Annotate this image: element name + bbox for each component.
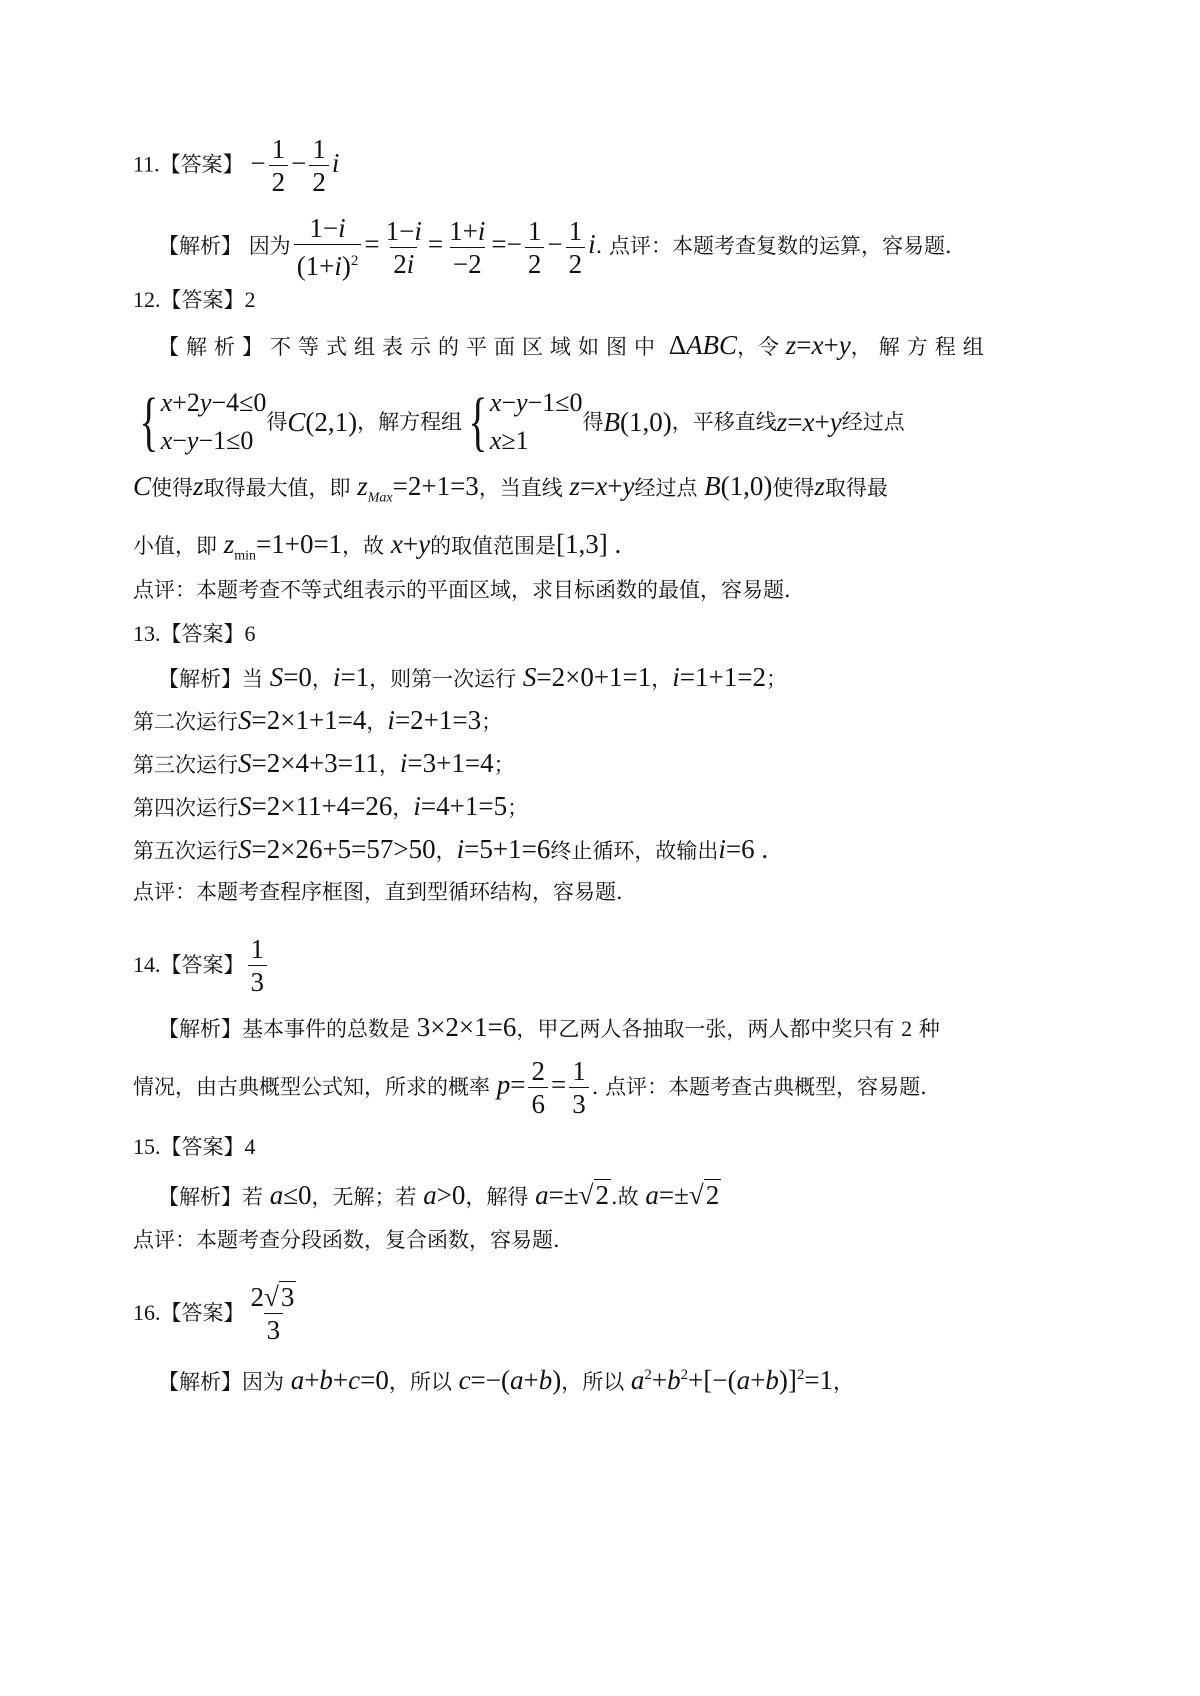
text: 取得最大值，即: [203, 476, 351, 500]
item-11-analysis-line: [158, 212, 1200, 282]
item-11-answer-line: [133, 133, 1200, 198]
text: ，令: [737, 335, 780, 359]
text: 经过点: [841, 410, 905, 434]
answer-expression: − $\frac{1}{2}$ − $\frac{1}{2}$ i: [250, 134, 340, 197]
math-expression: a=±√2: [645, 1180, 720, 1210]
analysis-label: 【解析】: [158, 335, 270, 359]
answer-value: 6: [244, 621, 256, 646]
text: 因为: [248, 234, 291, 259]
item-12-analysis-line-3: C使得z取得最大值，即 $z_{Max}=2+1=3$，当直线 z=x+y经过点 B(1,0)使得z取得最: [133, 471, 888, 506]
item-15-answer-line: [133, 1132, 1200, 1162]
text: 不等式组表示的平面区域如图中: [270, 335, 662, 359]
math-expression: S=2×0+1=1: [522, 662, 652, 692]
item-number: 16.: [133, 1300, 161, 1325]
math-expression: $a^2+b^2+[-(a+b)]^2=1$: [630, 1365, 834, 1395]
math-expression: 3×2×1=6: [416, 1012, 517, 1042]
math-sum: x+y: [390, 529, 431, 559]
text: 情况，由古典概型公式知，所求的概率: [133, 1075, 490, 1099]
math-expression: a=±√2: [535, 1180, 609, 1210]
answer-value: 4: [244, 1134, 256, 1159]
text: 经过点: [634, 476, 698, 500]
math-line: z=x+y: [776, 407, 842, 437]
item-16-analysis-line: 【解析】因为 a+b+c=0，所以 c=−(a+b)，所以 $a^2+b^2+[-(a+b)]^2=1$，: [158, 1365, 855, 1395]
math-expression: i=3+1=4: [399, 748, 494, 778]
text: ，当直线: [478, 476, 563, 500]
answer-fraction: $\frac{1}{3}$: [248, 933, 268, 998]
text: 第四次运行: [133, 796, 238, 820]
z-max-expression: $z_{Max}=2+1=3$: [357, 471, 479, 506]
equation-system-1: { x+2y−4≤0 x−y−1≤0: [139, 385, 267, 458]
text: 使得: [151, 476, 194, 500]
text: 种: [918, 1017, 940, 1041]
math-triangle: ΔABC: [668, 330, 738, 360]
item-number: 11.: [133, 151, 160, 177]
text: 终止循环，故输出: [550, 839, 719, 863]
answer-label: 【答案】: [160, 953, 245, 977]
text: ，所以: [388, 1370, 452, 1394]
math-expression: i=4+1=5: [413, 791, 508, 821]
text: 当: [242, 667, 263, 691]
item-12-analysis-line-4: [133, 529, 1200, 571]
math-expression: a≤0: [269, 1180, 312, 1210]
text: 第三次运行: [133, 753, 238, 777]
math-objective: z=x+y: [785, 330, 851, 360]
math-expression: S=2×26+5=57>50: [238, 834, 436, 864]
math-expression: S=2×4+3=11: [238, 748, 379, 778]
analysis-label: 【解析】: [158, 234, 242, 259]
text: ，解方程组: [850, 335, 991, 359]
text: 使得: [772, 476, 815, 500]
answer-label: 【答案】: [160, 1135, 245, 1159]
answer-label: 【答案】: [160, 622, 245, 646]
item-13-remark: 点评：本题考查程序框图，直到型循环结构，容易题.: [133, 880, 623, 904]
item-12-analysis-line-2: [133, 382, 1200, 462]
math-expression: i=5+1=6: [456, 834, 551, 864]
text: 基本事件的总数是: [242, 1017, 410, 1041]
text: ，解得: [465, 1185, 529, 1209]
text: 得: [266, 410, 288, 434]
point-b: B(1,0): [704, 471, 773, 501]
math-expression: S=2×11+4=26: [238, 791, 393, 821]
math-line: z=x+y: [569, 471, 635, 501]
math-expression: i=1: [332, 662, 370, 692]
text: ，则第一次运行: [369, 667, 517, 691]
item-13-answer-line: [133, 619, 1200, 649]
item-16-answer-line: [133, 1278, 1200, 1348]
text: ，所以: [561, 1370, 625, 1394]
text: 的取值范围是: [430, 534, 557, 558]
answer-label: 【答案】: [159, 152, 244, 177]
math-expression: S=0: [269, 662, 312, 692]
item-13-run-2: 第二次运行S=2×1+1=4，i=2+1=3；: [133, 705, 503, 735]
probability-expression: p= $\frac{2}{6}$ = $\frac{1}{3}$: [490, 1055, 592, 1120]
text: ，甲乙两人各抽取一张，两人都中奖只有: [516, 1017, 895, 1041]
text: 若: [242, 1185, 263, 1209]
point-b: B(1,0): [603, 407, 672, 437]
math-expression: c=−(a+b): [458, 1365, 562, 1395]
z-min-expression: $z_{min}=1+0=1$: [223, 529, 343, 564]
point-c: C(2,1): [287, 407, 358, 437]
answer-label: 【答案】: [160, 1301, 245, 1325]
item-15-analysis-line: [158, 1180, 1200, 1212]
text: 取得最: [824, 476, 888, 500]
text: 第五次运行: [133, 839, 238, 863]
text: 2: [901, 1016, 913, 1041]
text: ，解方程组: [357, 410, 463, 434]
item-15-remark: 点评：本题考查分段函数，复合函数，容易题.: [133, 1228, 560, 1252]
item-13-run-5: 第五次运行S=2×26+5=57>50，i=5+1=6终止循环，故输出i=6 .: [133, 834, 769, 864]
math-expression: S=2×1+1=4: [238, 705, 367, 735]
item-12-answer-line: [133, 285, 1200, 315]
math-expression: $\frac{1-i}{(1+i)^2}$ = $\frac{1-i}{2i}$ = $\frac{1+i}{-2}$ =− $\frac{1}{2}$ − $\frac{1}{2}$ i: [291, 229, 596, 259]
analysis-label: 【解析】: [158, 1370, 242, 1394]
remark: . 点评：本题考查复数的运算，容易题.: [595, 234, 952, 259]
text: .故: [611, 1185, 639, 1209]
item-13-analysis-line-1: 【解析】当 S=0，i=1，则第一次运行 S=2×0+1=1，i=1+1=2；: [158, 662, 787, 692]
item-14-analysis-line-1: [158, 1012, 1200, 1044]
analysis-label: 【解析】: [158, 1185, 242, 1209]
text: ，平移直线: [671, 410, 777, 434]
item-12-analysis-line-1: [158, 330, 1200, 362]
item-number: 13.: [133, 621, 161, 646]
text: 得: [582, 410, 604, 434]
item-12-remark: 点评：本题考查不等式组表示的平面区域，求目标函数的最值，容易题.: [133, 578, 791, 602]
equation-system-2: { x−y−1≤0 x≥1: [468, 385, 583, 458]
text: ，无解；若: [311, 1185, 417, 1209]
answer-fraction: $\frac{2√3}{3}$: [250, 1281, 295, 1345]
item-number: 15.: [133, 1134, 161, 1159]
analysis-label: 【解析】: [158, 1017, 242, 1041]
answer-value: 2: [244, 287, 256, 312]
math-expression: a>0: [423, 1180, 466, 1210]
item-number: 12.: [133, 287, 161, 312]
item-13-run-3: 第三次运行S=2×4+3=11，i=3+1=4；: [133, 748, 515, 778]
math-expression: i=6 .: [718, 834, 769, 864]
math-expression: i=1+1=2: [672, 662, 766, 692]
item-14-analysis-line-2: [133, 1052, 1200, 1122]
text: 第二次运行: [133, 710, 238, 734]
item-13-run-4: 第四次运行S=2×11+4=26，i=4+1=5；: [133, 791, 529, 821]
remark: . 点评：本题考查古典概型，容易题.: [591, 1075, 927, 1099]
text: ，故: [342, 534, 385, 558]
item-number: 14.: [133, 952, 161, 977]
text: 因为: [242, 1370, 284, 1394]
math-expression: a+b+c=0: [290, 1365, 389, 1395]
range-value: [1,3] .: [556, 529, 622, 559]
math-expression: i=2+1=3: [387, 705, 482, 735]
answer-label: 【答案】: [160, 288, 245, 312]
analysis-label: 【解析】: [158, 667, 242, 691]
text: 小值，即: [133, 534, 217, 558]
item-14-answer-line: [133, 930, 1200, 1000]
